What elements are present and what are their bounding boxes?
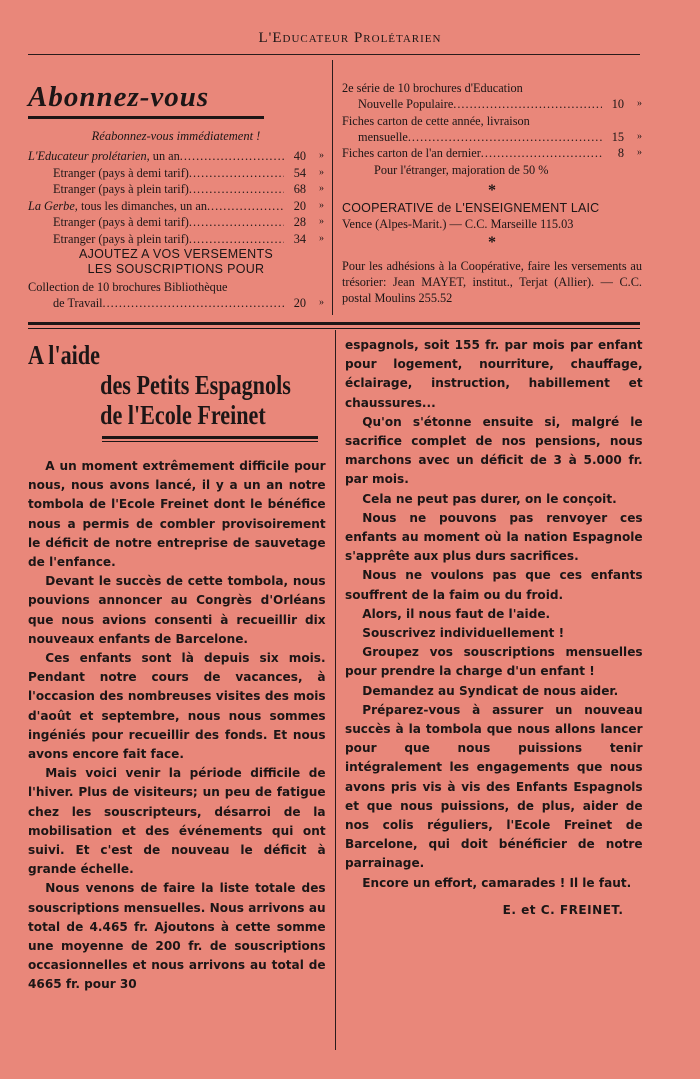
price-line (28, 295, 324, 312)
article-title-line: de l'Ecole Freinet (100, 400, 266, 430)
price-line (28, 214, 324, 231)
price-currency: » (319, 232, 324, 244)
article-body-left (28, 456, 326, 994)
top-column-divider (332, 60, 333, 315)
paragraph: espagnols, soit 155 fr. par mois par enfant pour logement, nourriture, chauffage, éclairage, instruction, habillement et chaussures... (345, 337, 643, 410)
price-currency: » (319, 183, 324, 194)
price-line (342, 145, 642, 162)
article-title-rule (102, 436, 318, 442)
paragraph: Alors, il nous faut de l'aide. (362, 605, 551, 621)
price-currency: » (319, 216, 324, 227)
price-line-label: Etranger (pays à demi tarif) (53, 165, 189, 180)
running-header: L'Educateur Prolétarien (258, 30, 442, 46)
leader-dots (189, 214, 284, 231)
price-value: 68 (293, 182, 306, 196)
price-line-label: Etranger (pays à plein tarif) (53, 182, 189, 196)
coop-line: COOPERATIVE de L'ENSEIGNEMENT LAIC (342, 200, 600, 215)
subscribe-subtitle: Réabonnez-vous immédiatement ! (91, 129, 261, 143)
price-currency: » (637, 130, 642, 142)
etranger-line: Pour l'étranger, majoration de 50 % (374, 162, 549, 177)
price-line-label: mensuelle (358, 129, 408, 144)
paragraph: Devant le succès de cette tombola, nous pouvions annoncer au Congrès d'Orléans que nous avions consenti à recueillir dix nouveaux enfants de Barcelone. (28, 573, 326, 646)
paragraph: Nous ne voulons pas que ces enfants souffrent de la faim ou du froid. (345, 567, 643, 602)
article-left-column (28, 340, 326, 994)
paragraph: Qu'on s'étonne ensuite si, malgré le sacrifice complet de nos pensions, nous marchons avec un déficit de 3 à 5.000 fr. par mois. (345, 413, 643, 487)
price-line (342, 129, 642, 146)
price-line-label: Etranger (pays à plein tarif) (53, 231, 189, 246)
paragraph: Demandez au Syndicat de nous aider. (362, 682, 619, 698)
caps-line: LES SOUSCRIPTIONS POUR (87, 262, 265, 276)
price-line-label: tous les dimanches, un an (77, 198, 207, 213)
fiches-line: Fiches carton de cette année, livraison (342, 113, 530, 128)
paragraph: A un moment extrêmement difficile pour nous, nous avons lancé, il y a un an notre tombola de l'Ecole Freinet dont le bénéfice nous a permis de combler provisoirement le déficit de notre entreprise de sauvetage de l'enfance. (28, 458, 326, 570)
publications-box (342, 80, 642, 306)
paragraph: Souscrivez individuellement ! (362, 625, 565, 641)
paragraph: Nous ne pouvons pas renvoyer ces enfants au moment où la nation Espagnole s'apprête aux plus durs sacrifices. (345, 509, 643, 564)
article-column-divider (335, 330, 336, 1050)
price-value: 20 (293, 198, 306, 213)
article-title-line: A l'aide (28, 340, 100, 370)
price-value: 34 (293, 231, 306, 246)
leader-dots (180, 148, 284, 165)
price-line (342, 96, 642, 113)
paragraph: Ces enfants sont là depuis six mois. Pendant notre cours de vacances, à l'occasion des nombreuses visites des mois d'août et septembre, nous nous sommes ingéniés pour recueillir des fonds. Et nous avons encore fait face. (28, 650, 326, 762)
adhesion-text: Pour les adhésions à la Coopérative, faire les versements au trésorier: Jean MAYET, institut., Terjat (Allier). — C.C. postal Moulins 255.52 (342, 258, 642, 305)
paragraph: Mais voici venir la période difficile de l'hiver. Plus de visiteurs; un peu de fatigue chez les souscripteurs, désarroi de la mobilisation et des événements qui ont suivi. Et c'est de nouveau le déficit à grande échelle. (28, 765, 326, 877)
price-line (28, 198, 324, 215)
coop-address: Vence (Alpes-Marit.) — C.C. Marseille 115.03 (342, 216, 574, 231)
price-line-italic: L'Educateur prolétarien, (28, 149, 150, 163)
price-value: 20 (293, 296, 306, 310)
signature: E. et C. FREINET. (502, 901, 624, 917)
price-line-italic: La Gerbe, (28, 198, 78, 213)
paragraph: Nous venons de faire la liste totale des souscriptions mensuelles. Nous arrivons au total de 4.465 fr. Ajoutons à cette somme une moyenne de 200 fr. de souscriptions occasionnelles et nous arrivons au total de 4665 fr. pour 30 (28, 880, 326, 992)
price-line (28, 231, 324, 248)
serie-line: 2e série de 10 brochures d'Education (342, 81, 523, 95)
star-separator: * (488, 233, 496, 251)
price-currency: » (319, 150, 324, 161)
price-line (28, 165, 324, 182)
price-currency: » (319, 297, 324, 308)
leader-dots (481, 145, 602, 162)
price-line-label: Nouvelle Populaire (358, 97, 454, 111)
price-currency: » (319, 199, 324, 211)
price-value: 28 (293, 215, 306, 229)
section-rule (28, 322, 640, 329)
leader-dots (189, 165, 284, 182)
price-value: 10 (611, 97, 624, 111)
article-right-column (345, 335, 645, 919)
price-value: 15 (611, 129, 624, 144)
price-line-label: de Travail (53, 296, 103, 310)
article-body-right (345, 335, 643, 919)
leader-dots (408, 129, 602, 146)
leader-dots (453, 96, 602, 113)
subscription-box (28, 80, 324, 312)
star-separator: * (488, 181, 496, 199)
caps-line: AJOUTEZ A VOS VERSEMENTS (78, 247, 274, 261)
price-currency: » (637, 147, 642, 158)
header-rule (28, 54, 640, 55)
subscribe-title-rule (28, 116, 264, 119)
price-value: 54 (293, 165, 306, 180)
price-line (28, 181, 324, 198)
price-currency: » (319, 166, 324, 178)
price-value: 40 (293, 149, 306, 163)
price-currency: » (637, 98, 642, 109)
leader-dots (207, 198, 284, 215)
article-title-line: des Petits Espagnols (100, 370, 291, 400)
leader-dots (189, 181, 284, 198)
subscribe-title: Abonnez-vous (28, 81, 210, 113)
paragraph: Groupez vos souscriptions mensuelles pour prendre la charge d'un enfant ! (345, 644, 643, 679)
price-line-label: Fiches carton de l'an dernier (342, 146, 481, 160)
collection-line: Collection de 10 brochures Bibliothèque (28, 280, 228, 294)
price-value: 8 (617, 146, 624, 160)
paragraph: Encore un effort, camarades ! Il le faut. (362, 874, 632, 890)
price-line-label: un an (149, 149, 180, 163)
leader-dots (189, 231, 284, 248)
price-line (28, 148, 324, 165)
leader-dots (103, 295, 284, 312)
paragraph: Préparez-vous à assurer un nouveau succès à la tombola que nous allons lancer pour que nous puissions tenir intégralement les engagements que nous avons pris vis à vis des Enfants Espagnols et que nous puissions, de plus, aider de nos colis réguliers, l'Ecole Freinet de Barcelone, qui doit bénéficier de notre parrainage. (345, 701, 643, 871)
price-line-label: Etranger (pays à demi tarif) (53, 215, 189, 229)
paragraph: Cela ne peut pas durer, on le conçoit. (362, 490, 617, 506)
